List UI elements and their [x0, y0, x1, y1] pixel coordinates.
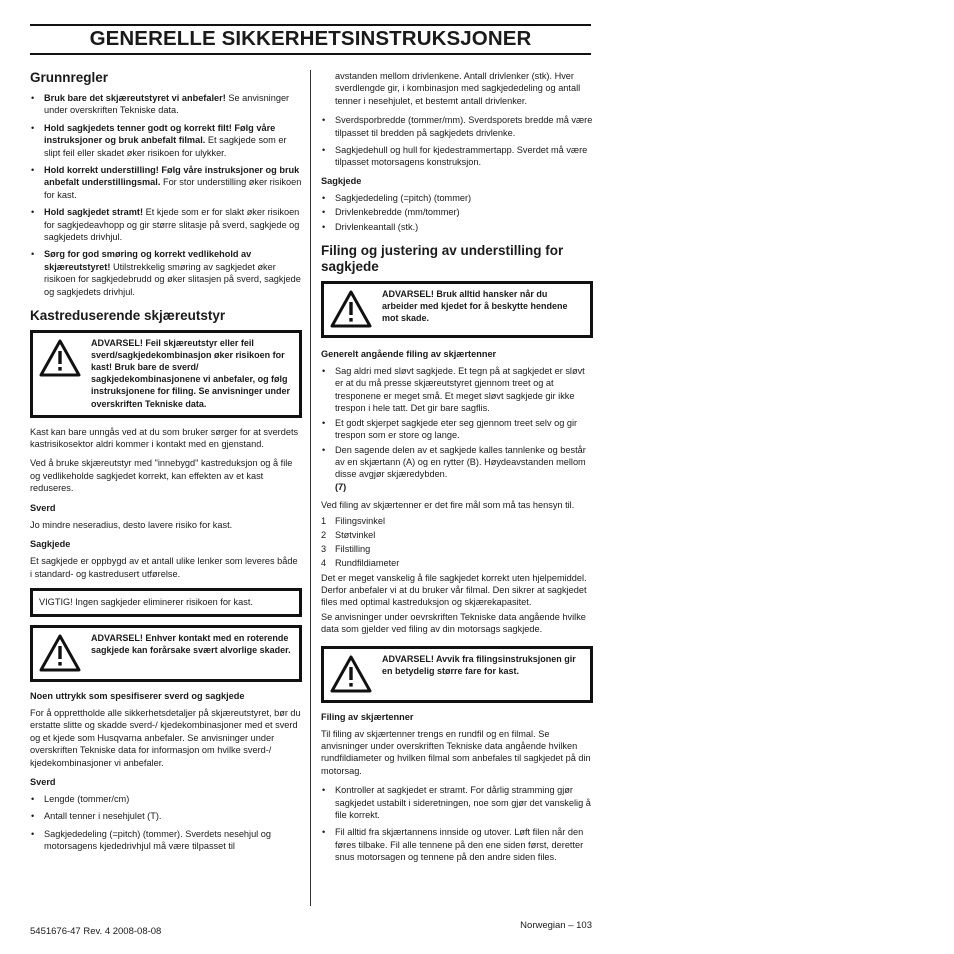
numbered-item [321, 542, 593, 556]
figure-reference: (7) [335, 481, 347, 492]
list-item: • Sverdsporbredde (tommer/mm). Sverdsporets bredde må være tilpasset til bredden på sagkjedets drivlenke. [321, 114, 593, 139]
item-label: Støtvinkel [335, 529, 376, 540]
list-item: • Sagkjededeling (=pitch) (tommer). Sverdets nesehjul og motorsagens kjededrivhjul må være tilpasset til [30, 828, 302, 853]
warning-text: ADVARSEL! Bruk alltid hansker når du arbeider med kjedet for å beskytte hendene mot skade. [382, 289, 568, 324]
list-item: • Et godt skjerpet sagkjede eter seg gjennom treet selv og gir trespon som er store og lange. [321, 417, 593, 442]
sverd-list-continued [321, 114, 593, 169]
item-label: Filstilling [335, 543, 371, 554]
paragraph: Et sagkjede er oppbygd av et antall ulike lenker som leveres både i standard- og kastredusert utførelse. [30, 556, 298, 579]
list-item [30, 122, 302, 159]
subheading-noen-uttrykk: Noen uttrykk som spesifiserer sverd og sagkjede [30, 690, 245, 701]
warning-text: ADVARSEL! Feil skjæreutstyr eller feil sverd/sagkjedekombinasjon øker risikoen for kast! Bruk bare de sverd/ sagkjedekombinasjonene vi anbefaler, og følg instruksjonene for filing. Se anvisninger under overskriften Tekniske data. [91, 338, 291, 409]
subheading-sverd: Sverd [30, 776, 56, 787]
generelt-list [321, 365, 593, 493]
warning-box [321, 281, 593, 338]
warning-triangle-icon [330, 290, 372, 330]
list-item: • Sag aldri med sløvt sagkjede. Et tegn på at sagkjedet er sløvt er at du må presse skjæreutstyret gjennom treet og at tresponene er meget små. Et meget sløvt sagkjede gir ikke trespon i hele tatt. Det gir bare sagflis. [321, 365, 593, 415]
warning-triangle-icon [330, 655, 372, 695]
column-divider [310, 70, 311, 906]
item-text: Se anvisninger under overskriften Tekniske data. [44, 93, 290, 116]
list-item [30, 164, 302, 201]
left-column [30, 70, 302, 859]
warning-triangle-icon [39, 339, 81, 379]
item-text: Den sagende delen av et sagkjede kalles tannlenke og består av en skjærtann (A) og en rytter (B). Høydeavstanden mellom disse avgjør skjæredybden. [335, 444, 586, 480]
item-text: For stor understilling øker risikoen for kast. [44, 177, 302, 200]
top-rule [30, 24, 591, 26]
section-heading-filing: Filing og justering av understilling for sagkjede [321, 243, 564, 275]
section-heading-kast: Kastreduserende skjæreutstyr [30, 308, 226, 324]
paragraph: Ved filing av skjærtenner er det fire mål som må tas hensyn til. [321, 500, 575, 511]
numbered-item [321, 556, 593, 570]
paragraph: Jo mindre neseradius, desto lavere risiko for kast. [30, 519, 233, 530]
warning-box [30, 330, 302, 418]
item-number: 2 [321, 529, 327, 540]
list-item [321, 444, 593, 494]
filing-list [321, 784, 593, 863]
numbered-item [321, 514, 593, 528]
paragraph: Det er meget vanskelig å file sagkjedet korrekt uten hjelpemiddel. Derfor anbefaler vi at du bruker vår filmal. Den sikrer at sagkjedet files med optimal kastreduksjon og skjærekapasitet. [321, 572, 587, 608]
list-item: • Sagkjedehull og hull for kjedestrammertapp. Sverdet må være tilpasset motorsagens konstruksjon. [321, 144, 593, 169]
grunnregler-list [30, 92, 302, 298]
list-item: • Sagkjededeling (=pitch) (tommer) [321, 192, 593, 204]
item-bold: Bruk bare det skjæreutstyret vi anbefaler! [44, 93, 226, 103]
paragraph: Se anvisninger under oevrskriften Tekniske data angående hvilke data som gjelder ved filing av din motorsags sagkjede. [321, 611, 586, 635]
item-bold: Hold korrekt understilling! Følg våre instruksjoner og bruk anbefalt understillingsmal. [44, 165, 300, 188]
paragraph: Kast kan bare unngås ved at du som bruker sørger for at sverdets kastrisikosektor aldri kommer i kontakt med en gjenstand. [30, 426, 299, 450]
warning-box [321, 646, 593, 703]
paragraph: Ved å bruke skjæreutstyr med "innebygd" kastreduksjon og å file og vedlikeholde sagkjedet korrekt, kan effekten av et kast reduseres. [30, 458, 293, 494]
section-heading-grunnregler: Grunnregler [30, 70, 109, 85]
numbered-item [321, 528, 593, 542]
document-id: 5451676-47 Rev. 4 2008-08-08 [30, 926, 162, 937]
warning-box [30, 625, 302, 682]
warning-triangle-icon [39, 634, 81, 674]
paragraph-continued: avstanden mellom drivlenkene. Antall drivlenker (stk). Hver sverdlengde gir, i kombinasjon med sagkjededeling og antall tenner i nesehjulet, et bestemt antall drivlenker. [335, 71, 581, 106]
numbered-list [321, 514, 593, 570]
warning-text: ADVARSEL! Enhver kontakt med en roterende sagkjede kan forårsake svært alvorlige skader. [91, 632, 291, 655]
item-number: 3 [321, 543, 327, 554]
list-item: • Lengde (tommer/cm) [30, 793, 302, 805]
warning-text: ADVARSEL! Avvik fra filingsinstruksjonen gir en betydelig større fare for kast. [382, 653, 576, 676]
item-number: 1 [321, 515, 327, 526]
paragraph: Til filing av skjærtenner trengs en rundfil og en filmal. Se anvisninger under overskriften Tekniske data angående hvilken rundfildiameter og hvilken filmal som anbefales til sagkjedet på din motorsag. [321, 728, 591, 776]
item-bold: Hold sagkjedets tenner godt og korrekt filt! Følg våre instruksjoner og bruk anbefalt filmal. [44, 122, 276, 146]
item-label: Rundfildiameter [335, 557, 400, 568]
list-item: • Drivlenkeantall (stk.) [321, 221, 593, 233]
item-text: Et kjede som er for slakt øker risikoen for sagkjedeavhopp og gir større slitasje på sverd, sagkjede og sagkjedets drivhjul. [44, 207, 300, 243]
page-number: Norwegian – 103 [520, 920, 592, 931]
list-item: • Fil alltid fra skjærtannens innside og utover. Løft filen når den føres tilbake. Fil alle tennene på den ene siden først, deretter snus motorsagen og tennene på den andre siden files. [321, 826, 593, 863]
list-item [30, 92, 302, 117]
title-rule [30, 53, 591, 55]
list-item [30, 248, 302, 298]
list-item: • Antall tenner i nesehjulet (T). [30, 810, 302, 822]
subheading-sagkjede: Sagkjede [30, 539, 71, 550]
subheading-sagkjede: Sagkjede [321, 175, 362, 186]
list-item [30, 206, 302, 243]
item-number: 4 [321, 557, 327, 568]
item-text: Utilstrekkelig smøring av sagkjedet øker risikoen for sagkjedebrudd og øker slitasjen på sverd, sagkjede og sagkjedets drivhjul. [44, 261, 301, 297]
page-title: GENERELLE SIKKERHETSINSTRUKSJONER [89, 27, 532, 50]
list-item: • Drivlenkebredde (mm/tommer) [321, 206, 593, 218]
paragraph: For å opprettholde alle sikkerhetsdetaljer på skjæreutstyret, bør du erstatte slitte og skadde sverd-/ kjedekombinasjoner med et sverd og et kjede som Husqvarna anbefaler. Se anvisninger under overskriften Tekniske data for informasjon om hvilke sverd-/ kjedekombinasjoner vi anbefaler. [30, 707, 301, 768]
sagkjede-list [321, 192, 593, 233]
subheading-generelt: Generelt angående filing av skjærtenner [321, 349, 497, 360]
notice-box: VIGTIG! Ingen sagkjeder eliminerer risikoen for kast. [30, 588, 302, 617]
list-item: • Kontroller at sagkjedet er stramt. For dårlig stramming gjør sagkjedet ustabilt i sideretningen, noe som gjør det vanskelig å file korrekt. [321, 784, 593, 821]
right-column [321, 70, 593, 870]
item-text: Et sagkjede som er slipt feil eller skadet øker risikoen for ulykker. [44, 135, 287, 158]
subheading-filing-av: Filing av skjærtenner [321, 711, 414, 722]
item-bold: Sørg for god smøring og korrekt vedlikehold av skjæreutstyret! [44, 249, 252, 272]
item-label: Filingsvinkel [335, 515, 386, 526]
subheading-sverd: Sverd [30, 502, 56, 513]
item-bold: Hold sagkjedet stramt! [44, 207, 144, 218]
sverd-list [30, 793, 302, 853]
